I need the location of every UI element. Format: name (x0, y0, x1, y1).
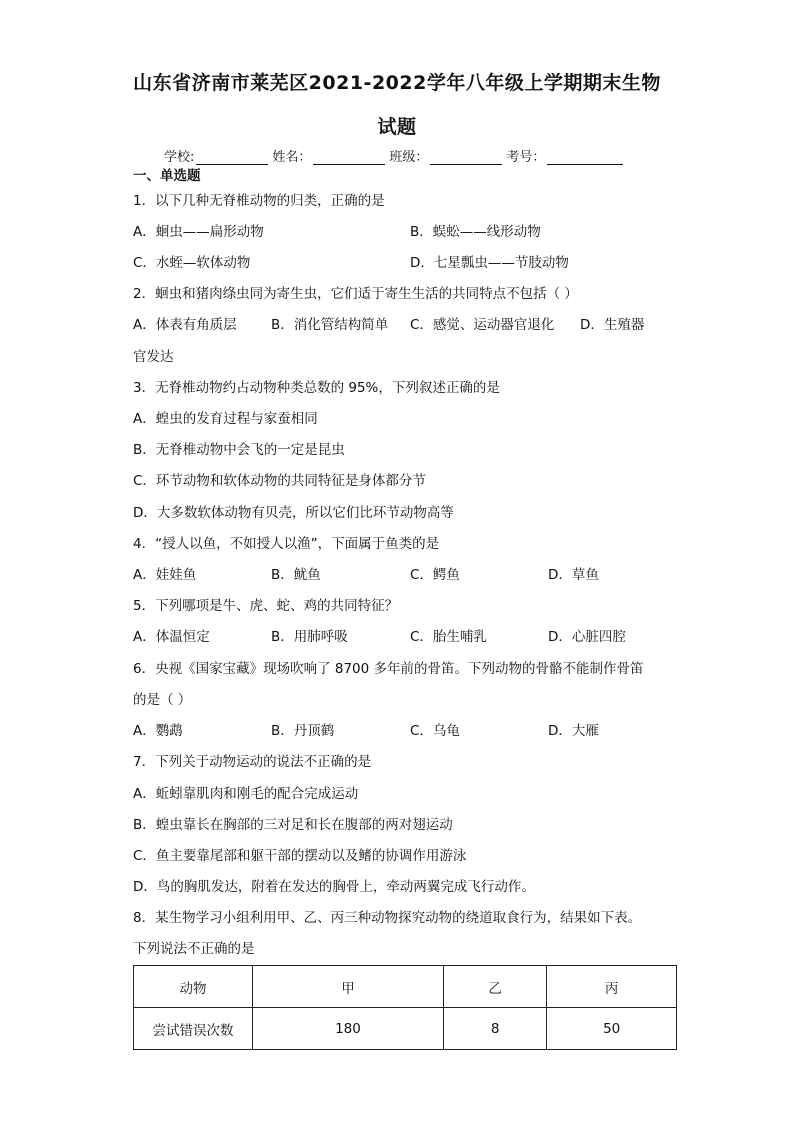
table-header-cell: 动物 (134, 966, 253, 1008)
question-stem: 4．“授人以鱼，不如授人以渔”，下面属于鱼类的是 (133, 536, 440, 552)
question-stem-cont: 的是（ ） (133, 692, 192, 708)
option-a: A．鹦鹉 (133, 723, 183, 739)
option-b: B．无脊椎动物中会飞的一定是昆虫 (133, 442, 345, 458)
question-stem: 1．以下几种无脊椎动物的归类，正确的是 (133, 193, 385, 209)
option-c: C．鳄鱼 (410, 567, 460, 583)
question-stem: 8．某生物学习小组利用甲、乙、丙三种动物探究动物的绕道取食行为，结果如下表。 (133, 910, 642, 926)
table-header-cell: 乙 (443, 966, 546, 1008)
option-a: A．蛔虫——扁形动物 (133, 224, 264, 240)
option-c: C．水蛭—软体动物 (133, 255, 251, 271)
option-a: A．体温恒定 (133, 629, 210, 645)
question-stem: 5．下列哪项是牛、虎、蛇、鸡的共同特征？ (133, 598, 399, 614)
option-b: B．蝗虫靠长在胸部的三对足和长在腹部的两对翅运动 (133, 817, 453, 833)
option-d-cont: 官发达 (133, 349, 174, 365)
option-b: B．蜈蚣——线形动物 (410, 224, 541, 240)
question-stem: 2．蛔虫和猪肉绦虫同为寄生虫，它们适于寄生生活的共同特点不包括（ ） (133, 286, 578, 302)
option-a: A．娃娃鱼 (133, 567, 197, 583)
option-b: B．用肺呼吸 (271, 629, 348, 645)
data-table (133, 965, 677, 1050)
option-d: D．草鱼 (548, 567, 599, 583)
school-field[interactable] (196, 150, 268, 165)
table-row (134, 1008, 677, 1050)
option-b: B．消化管结构简单 (271, 317, 389, 333)
question-stem: 6．央视《国家宝藏》现场吹响了 8700 多年前的骨笛。下列动物的骨骼不能制作骨笛 (133, 661, 644, 677)
option-b: B．鱿鱼 (271, 567, 321, 583)
option-d: D．大多数软体动物有贝壳，所以它们比环节动物高等 (133, 505, 454, 521)
section-heading: 一、单选题 (133, 168, 201, 184)
class-label: 班级： (389, 150, 429, 165)
option-d: D．生殖器 (580, 317, 645, 333)
question-stem-cont: 下列说法不正确的是 (133, 941, 255, 957)
student-info (164, 146, 627, 165)
school-label: 学校: (164, 150, 195, 165)
question-stem: 3．无脊椎动物约占动物种类总数的 95%，下列叙述正确的是 (133, 380, 500, 396)
option-c: C．鱼主要靠尾部和躯干部的摆动以及鳍的协调作用游泳 (133, 848, 467, 864)
option-c: C．环节动物和软体动物的共同特征是身体都分节 (133, 473, 426, 489)
page-title-cont: 试题 (377, 116, 417, 138)
class-field[interactable] (430, 150, 502, 165)
table-cell: 尝试错误次数 (134, 1008, 253, 1050)
option-c: C．乌龟 (410, 723, 460, 739)
table-cell: 50 (547, 1008, 677, 1050)
option-d: D．七星瓢虫——节肢动物 (410, 255, 569, 271)
table-header-cell: 甲 (253, 966, 444, 1008)
table-header-row (134, 966, 677, 1008)
number-label: 考号： (506, 150, 546, 165)
name-field[interactable] (313, 150, 385, 165)
option-c: C．胎生哺乳 (410, 629, 487, 645)
option-b: B．丹顶鹤 (271, 723, 335, 739)
option-a: A．蝗虫的发育过程与家蚕相同 (133, 411, 318, 427)
option-d: D．大雁 (548, 723, 599, 739)
option-a: A．蚯蚓靠肌肉和刚毛的配合完成运动 (133, 786, 359, 802)
question-stem: 7．下列关于动物运动的说法不正确的是 (133, 754, 372, 770)
option-d: D．鸟的胸肌发达，附着在发达的胸骨上，牵动两翼完成飞行动作。 (133, 879, 535, 895)
option-c: C．感觉、运动器官退化 (410, 317, 555, 333)
table-cell: 8 (443, 1008, 546, 1050)
number-field[interactable] (547, 150, 623, 165)
table-cell: 180 (253, 1008, 444, 1050)
option-a: A．体表有角质层 (133, 317, 237, 333)
name-label: 姓名： (272, 150, 312, 165)
table-header-cell: 丙 (547, 966, 677, 1008)
page-title: 山东省济南市莱芜区2021-2022学年八年级上学期期末生物 (133, 72, 661, 94)
option-d: D．心脏四腔 (548, 629, 626, 645)
